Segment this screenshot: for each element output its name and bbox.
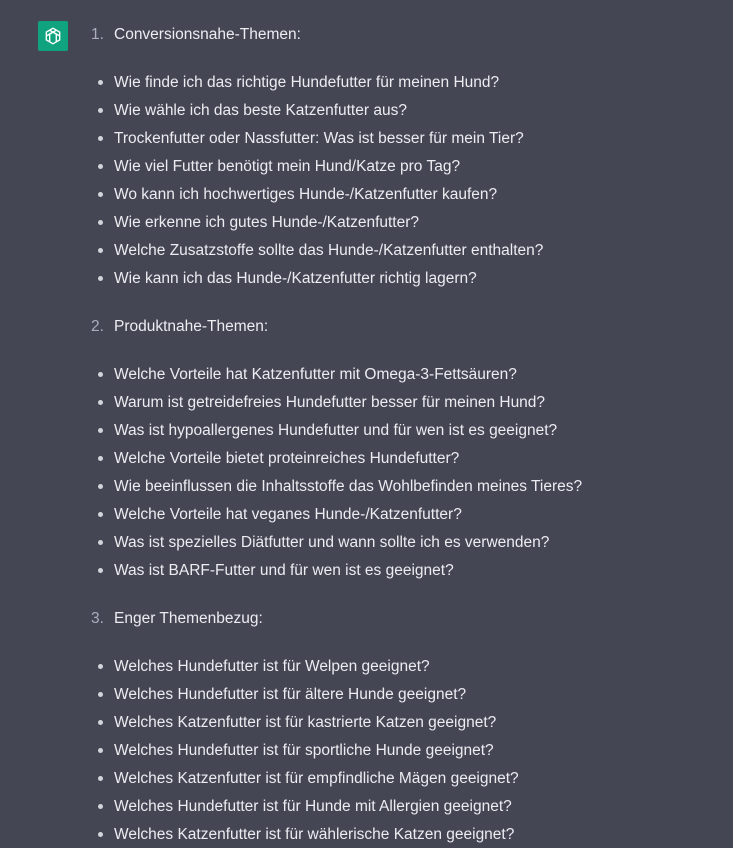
bullet-icon — [98, 748, 103, 753]
bullet-icon — [98, 192, 103, 197]
list-item-text: Welches Katzenfutter ist für empfindliche Mägen geeignet? — [114, 770, 519, 787]
list-item-text: Wie erkenne ich gutes Hunde-/Katzenfutter? — [114, 214, 420, 231]
list-item — [114, 129, 524, 149]
list-item — [114, 477, 582, 497]
bullet-icon — [98, 484, 103, 489]
bullet-icon — [98, 720, 103, 725]
list-item — [114, 269, 477, 289]
list-item-text: Welches Hundefutter ist für Welpen geeignet? — [114, 658, 430, 675]
section-number: 1. — [91, 26, 104, 43]
list-item-text: Welches Hundefutter ist für Hunde mit Allergien geeignet? — [114, 798, 512, 815]
bullet-icon — [98, 568, 103, 573]
list-item — [114, 657, 430, 677]
bullet-icon — [98, 276, 103, 281]
bullet-icon — [98, 164, 103, 169]
list-item — [114, 505, 462, 525]
list-item-text: Welche Vorteile bietet proteinreiches Hundefutter? — [114, 450, 460, 467]
list-item-text: Welches Hundefutter ist für sportliche Hunde geeignet? — [114, 742, 494, 759]
bullet-icon — [98, 664, 103, 669]
bullet-icon — [98, 136, 103, 141]
bullet-icon — [98, 804, 103, 809]
list-item-text: Welches Katzenfutter ist für wählerische Katzen geeignet? — [114, 826, 515, 843]
openai-logo-icon — [42, 25, 64, 47]
list-item — [114, 73, 499, 93]
bullet-icon — [98, 220, 103, 225]
bullet-icon — [98, 372, 103, 377]
list-item-text: Welche Vorteile hat Katzenfutter mit Omega-3-Fettsäuren? — [114, 366, 517, 383]
list-item — [114, 185, 497, 205]
bullet-icon — [98, 456, 103, 461]
assistant-avatar — [38, 21, 68, 51]
list-item — [114, 713, 496, 733]
list-item-text: Was ist BARF-Futter und für wen ist es geeignet? — [114, 562, 454, 579]
list-item — [114, 101, 407, 121]
list-item — [114, 213, 419, 233]
list-item — [114, 157, 460, 177]
section-number: 3. — [91, 610, 104, 627]
section-title: Produktnahe-Themen: — [114, 318, 269, 335]
section-title: Enger Themenbezug: — [114, 610, 263, 627]
bullet-icon — [98, 832, 103, 837]
bullet-icon — [98, 400, 103, 405]
list-item — [114, 533, 549, 553]
list-item — [114, 741, 494, 761]
list-item — [114, 685, 466, 705]
list-item-text: Wie wähle ich das beste Katzenfutter aus? — [114, 102, 407, 119]
list-item — [114, 241, 543, 261]
list-item-text: Was ist hypoallergenes Hundefutter und für wen ist es geeignet? — [114, 422, 558, 439]
section-heading-2 — [91, 317, 269, 337]
list-item — [114, 449, 459, 469]
bullet-icon — [98, 428, 103, 433]
list-item-text: Warum ist getreidefreies Hundefutter besser für meinen Hund? — [114, 394, 546, 411]
list-item-text: Welches Katzenfutter ist für kastrierte Katzen geeignet? — [114, 714, 497, 731]
list-item-text: Welche Zusatzstoffe sollte das Hunde-/Katzenfutter enthalten? — [114, 242, 544, 259]
list-item — [114, 797, 512, 817]
bullet-icon — [98, 776, 103, 781]
bullet-icon — [98, 540, 103, 545]
list-item-text: Was ist spezielles Diätfutter und wann sollte ich es verwenden? — [114, 534, 550, 551]
section-title: Conversionsnahe-Themen: — [114, 26, 301, 43]
list-item — [114, 769, 519, 789]
bullet-icon — [98, 692, 103, 697]
bullet-icon — [98, 108, 103, 113]
bullet-icon — [98, 248, 103, 253]
list-item — [114, 365, 517, 385]
list-item-text: Welche Vorteile hat veganes Hunde-/Katzenfutter? — [114, 506, 462, 523]
section-heading-1 — [91, 25, 301, 45]
list-item-text: Wie viel Futter benötigt mein Hund/Katze pro Tag? — [114, 158, 461, 175]
section-heading-3 — [91, 609, 263, 629]
list-item — [114, 421, 557, 441]
list-item-text: Welches Hundefutter ist für ältere Hunde geeignet? — [114, 686, 467, 703]
list-item-text: Wie finde ich das richtige Hundefutter für meinen Hund? — [114, 74, 500, 91]
bullet-icon — [98, 512, 103, 517]
list-item-text: Wie beeinflussen die Inhaltsstoffe das Wohlbefinden meines Tieres? — [114, 478, 583, 495]
list-item — [114, 393, 545, 413]
list-item-text: Wo kann ich hochwertiges Hunde-/Katzenfutter kaufen? — [114, 186, 498, 203]
bullet-icon — [98, 80, 103, 85]
list-item-text: Trockenfutter oder Nassfutter: Was ist besser für mein Tier? — [114, 130, 524, 147]
section-number: 2. — [91, 318, 104, 335]
list-item — [114, 825, 514, 845]
list-item-text: Wie kann ich das Hunde-/Katzenfutter richtig lagern? — [114, 270, 477, 287]
list-item — [114, 561, 454, 581]
